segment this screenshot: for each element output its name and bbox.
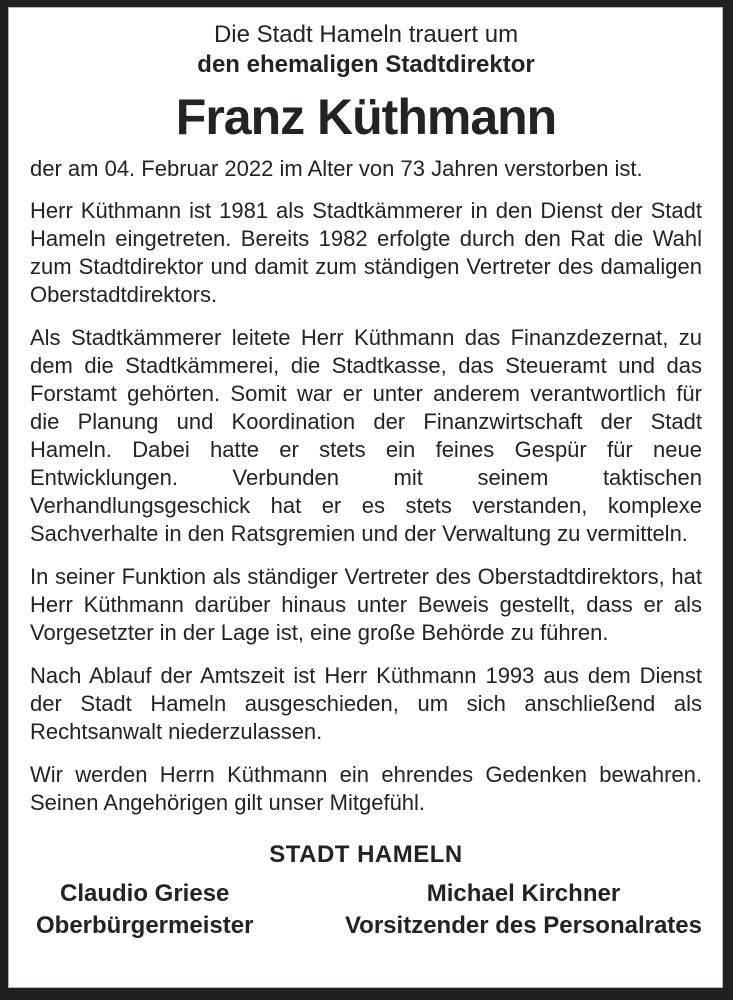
- signature-row: [30, 878, 702, 942]
- obituary-paragraph-3: In seiner Funktion als ständiger Vertreter des Oberstadtdirektors, hat Herr Küthmann darüber hinaus unter Beweis gestellt, dass er als Vorgesetzter in der Lage ist, eine große Behörde zu führen.: [30, 564, 702, 645]
- obituary-paragraph-4: Nach Ablauf der Amtszeit ist Herr Küthmann 1993 aus dem Dienst der Stadt Hameln ausgeschieden, um sich anschließend als Rechtsanwalt niederzulassen.: [30, 663, 702, 744]
- obituary-paragraph-5: Wir werden Herrn Küthmann ein ehrendes Gedenken bewahren. Seinen Angehörigen gilt unser Mitgefühl.: [30, 762, 702, 815]
- death-date-line: der am 04. Februar 2022 im Alter von 73 Jahren verstorben ist.: [30, 156, 643, 181]
- intro-line-1: Die Stadt Hameln trauert um: [213, 21, 519, 48]
- obituary-paragraph-2: Als Stadtkämmerer leitete Herr Küthmann das Finanzdezernat, zu dem die Stadtkämmerei, die Stadtkasse, das Steueramt und das Forstamt gehörten. Somit war er unter anderem verantwortlich für die Planung und Koordination der Finanzwirtschaft der Stadt Hameln. Dabei hatte er stets ein feines Gespür für neue Entwicklungen. Verbunden mit seinem taktischen Verhandlungsgeschick hat er es stets verstanden, komplexe Sachverhalte in den Ratsgremien und der Verwaltung zu vermitteln.: [30, 325, 702, 546]
- signatory-right: [345, 878, 702, 942]
- obituary-paragraph-1: Herr Küthmann ist 1981 als Stadtkämmerer in den Dienst der Stadt Hameln eingetreten. Bereits 1982 erfolgte durch den Rat die Wahl zum Stadtdirektor und damit zum ständigen Vertreter des damaligen Oberstadtdirektors.: [30, 198, 702, 307]
- signatory-left-title: Oberbürgermeister: [36, 912, 254, 939]
- signatory-left: [36, 878, 253, 942]
- signatory-right-name: Michael Kirchner: [426, 880, 621, 907]
- obituary-notice-content: [8, 7, 723, 988]
- intro-line-2: den ehemaligen Stadtdirektor: [197, 51, 535, 78]
- signatory-left-name: Claudio Griese: [60, 880, 230, 907]
- deceased-name: Franz Küthmann: [175, 89, 557, 145]
- signatory-right-title: Vorsitzender des Personalrates: [344, 912, 702, 939]
- organization-name: STADT HAMELN: [269, 841, 463, 868]
